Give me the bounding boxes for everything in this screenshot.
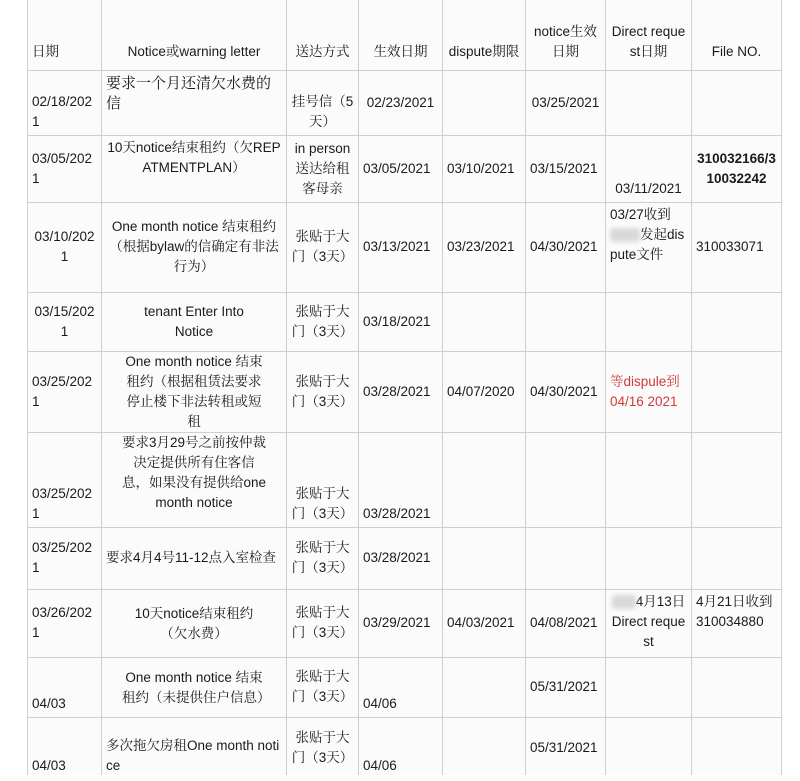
- cell-delivery[interactable]: 张贴于大门（3天）: [287, 590, 359, 658]
- cell-file-no[interactable]: [692, 71, 782, 136]
- cell-notice[interactable]: 10天notice结束租约（欠水费）: [102, 590, 287, 658]
- cell-direct-request-date[interactable]: [606, 528, 692, 590]
- header-date[interactable]: 日期: [28, 0, 102, 71]
- cell-file-no[interactable]: [692, 718, 782, 780]
- cell-dispute-deadline[interactable]: [443, 718, 526, 780]
- cell-dispute-deadline[interactable]: 04/03/2021: [443, 590, 526, 658]
- cell-direct-request-date[interactable]: [606, 658, 692, 718]
- direct-request-prefix: 03/27收到: [610, 207, 671, 222]
- cell-direct-request-date[interactable]: [606, 590, 692, 658]
- cell-effective-date[interactable]: 03/28/2021: [359, 433, 443, 528]
- cell-effective-date[interactable]: 03/28/2021: [359, 352, 443, 433]
- cell-dispute-deadline[interactable]: [443, 433, 526, 528]
- cell-effective-date[interactable]: 03/18/2021: [359, 293, 443, 352]
- cell-notice-effective-date[interactable]: 04/30/2021: [526, 203, 606, 293]
- cell-direct-request-date[interactable]: [606, 203, 692, 293]
- cell-notice[interactable]: 要求4月4号11-12点入室检查: [102, 528, 287, 590]
- cell-direct-request-date[interactable]: [606, 71, 692, 136]
- cell-notice[interactable]: 要求一个月还清欠水费的信: [102, 71, 287, 136]
- cell-dispute-deadline[interactable]: [443, 528, 526, 590]
- cell-date[interactable]: 03/10/2021: [28, 203, 102, 293]
- cell-delivery[interactable]: 张贴于大门（3天）: [287, 203, 359, 293]
- cell-file-no[interactable]: [692, 352, 782, 433]
- cell-direct-request-date[interactable]: [606, 293, 692, 352]
- cell-date[interactable]: 04/03: [28, 718, 102, 780]
- direct-request-suffix: 4月13日Direct request: [611, 594, 686, 649]
- cell-file-no[interactable]: 310033071: [692, 203, 782, 293]
- notice-tracking-sheet: [27, 0, 781, 780]
- table-row: [28, 203, 782, 293]
- cell-notice[interactable]: One month notice 结束租约（根据租赁法要求停止楼下非法转租或短租: [102, 352, 287, 433]
- cell-date[interactable]: 03/25/2021: [28, 528, 102, 590]
- cell-notice-effective-date[interactable]: [526, 433, 606, 528]
- cell-date[interactable]: 04/03: [28, 658, 102, 718]
- cell-file-no[interactable]: [692, 433, 782, 528]
- cell-notice[interactable]: 要求3月29号之前按仲裁决定提供所有住客信息，如果没有提供给one month notice: [102, 433, 287, 528]
- cell-notice-effective-date[interactable]: [526, 528, 606, 590]
- table-row: [28, 718, 782, 780]
- notice-table: [27, 0, 782, 780]
- cell-date[interactable]: 03/25/2021: [28, 433, 102, 528]
- cell-delivery[interactable]: 挂号信（5天）: [287, 71, 359, 136]
- cell-dispute-deadline[interactable]: 03/10/2021: [443, 136, 526, 203]
- cell-direct-request-date[interactable]: [606, 718, 692, 780]
- cell-notice-effective-date[interactable]: 05/31/2021: [526, 718, 606, 780]
- cell-notice[interactable]: 10天notice结束租约（欠REPATMENTPLAN）: [102, 136, 287, 203]
- cell-date[interactable]: 03/05/2021: [28, 136, 102, 203]
- cell-date[interactable]: 03/25/2021: [28, 352, 102, 433]
- header-notice[interactable]: Notice或warning letter: [102, 0, 287, 71]
- cell-effective-date[interactable]: 03/28/2021: [359, 528, 443, 590]
- cell-delivery[interactable]: 张贴于大门（3天）: [287, 293, 359, 352]
- cell-file-no[interactable]: 4月21日收到310034880: [692, 590, 782, 658]
- header-effective-date[interactable]: 生效日期: [359, 0, 443, 71]
- cell-notice-effective-date[interactable]: 05/31/2021: [526, 658, 606, 718]
- cell-notice[interactable]: One month notice 结束租约（根据bylaw的信确定有非法行为）: [102, 203, 287, 293]
- cell-file-no[interactable]: [692, 528, 782, 590]
- table-row: [28, 658, 782, 718]
- cell-date[interactable]: 03/15/2021: [28, 293, 102, 352]
- cell-dispute-deadline[interactable]: 03/23/2021: [443, 203, 526, 293]
- header-dispute-deadline[interactable]: dispute期限: [443, 0, 526, 71]
- cell-notice-effective-date[interactable]: [526, 293, 606, 352]
- cell-notice[interactable]: tenant Enter Into Notice: [102, 293, 287, 352]
- cell-delivery[interactable]: 张贴于大门（3天）: [287, 433, 359, 528]
- cell-file-no[interactable]: [692, 658, 782, 718]
- table-row: [28, 590, 782, 658]
- table-row: [28, 528, 782, 590]
- cell-file-no[interactable]: [692, 293, 782, 352]
- cell-dispute-deadline[interactable]: [443, 71, 526, 136]
- cell-dispute-deadline[interactable]: [443, 658, 526, 718]
- cell-date[interactable]: 02/18/2021: [28, 71, 102, 136]
- cell-direct-request-date[interactable]: 等dispule到04/16 2021: [606, 352, 692, 433]
- table-row: [28, 293, 782, 352]
- direct-request-suffix: 发起dispute文件: [610, 227, 685, 262]
- header-row: [28, 0, 782, 71]
- cell-delivery[interactable]: 张贴于大门（3天）: [287, 658, 359, 718]
- cell-notice-effective-date[interactable]: 03/15/2021: [526, 136, 606, 203]
- table-row: [28, 136, 782, 203]
- cell-date[interactable]: 03/26/2021: [28, 590, 102, 658]
- cell-effective-date[interactable]: 04/06: [359, 718, 443, 780]
- table-row: [28, 352, 782, 433]
- cell-effective-date[interactable]: 02/23/2021: [359, 71, 443, 136]
- cell-effective-date[interactable]: 03/13/2021: [359, 203, 443, 293]
- cell-notice-effective-date[interactable]: 04/08/2021: [526, 590, 606, 658]
- header-direct-request-date[interactable]: Direct request日期: [606, 0, 692, 71]
- cell-delivery[interactable]: in person送达给租客母亲: [287, 136, 359, 203]
- cell-effective-date[interactable]: 04/06: [359, 658, 443, 718]
- cell-delivery[interactable]: 张贴于大门（3天）: [287, 718, 359, 780]
- table-row: [28, 71, 782, 136]
- bottom-edge: [0, 775, 800, 781]
- redacted-name: [612, 595, 636, 609]
- cell-dispute-deadline[interactable]: 04/07/2020: [443, 352, 526, 433]
- header-notice-effective-date[interactable]: notice生效日期: [526, 0, 606, 71]
- cell-delivery[interactable]: 张贴于大门（3天）: [287, 352, 359, 433]
- cell-direct-request-date[interactable]: 03/11/2021: [606, 136, 692, 203]
- redacted-name: [610, 228, 640, 242]
- header-delivery[interactable]: 送达方式: [287, 0, 359, 71]
- cell-notice[interactable]: One month notice 结束租约（未提供住户信息）: [102, 658, 287, 718]
- cell-effective-date[interactable]: 03/05/2021: [359, 136, 443, 203]
- cell-file-no[interactable]: 310032166/310032242: [692, 136, 782, 203]
- cell-delivery[interactable]: 张贴于大门（3天）: [287, 528, 359, 590]
- cell-direct-request-date[interactable]: [606, 433, 692, 528]
- cell-notice-effective-date[interactable]: 04/30/2021: [526, 352, 606, 433]
- table-row: [28, 433, 782, 528]
- cell-dispute-deadline[interactable]: [443, 293, 526, 352]
- cell-notice-effective-date[interactable]: 03/25/2021: [526, 71, 606, 136]
- cell-notice[interactable]: 多次拖欠房租One month notice: [102, 718, 287, 780]
- header-file-no[interactable]: File NO.: [692, 0, 782, 71]
- cell-effective-date[interactable]: 03/29/2021: [359, 590, 443, 658]
